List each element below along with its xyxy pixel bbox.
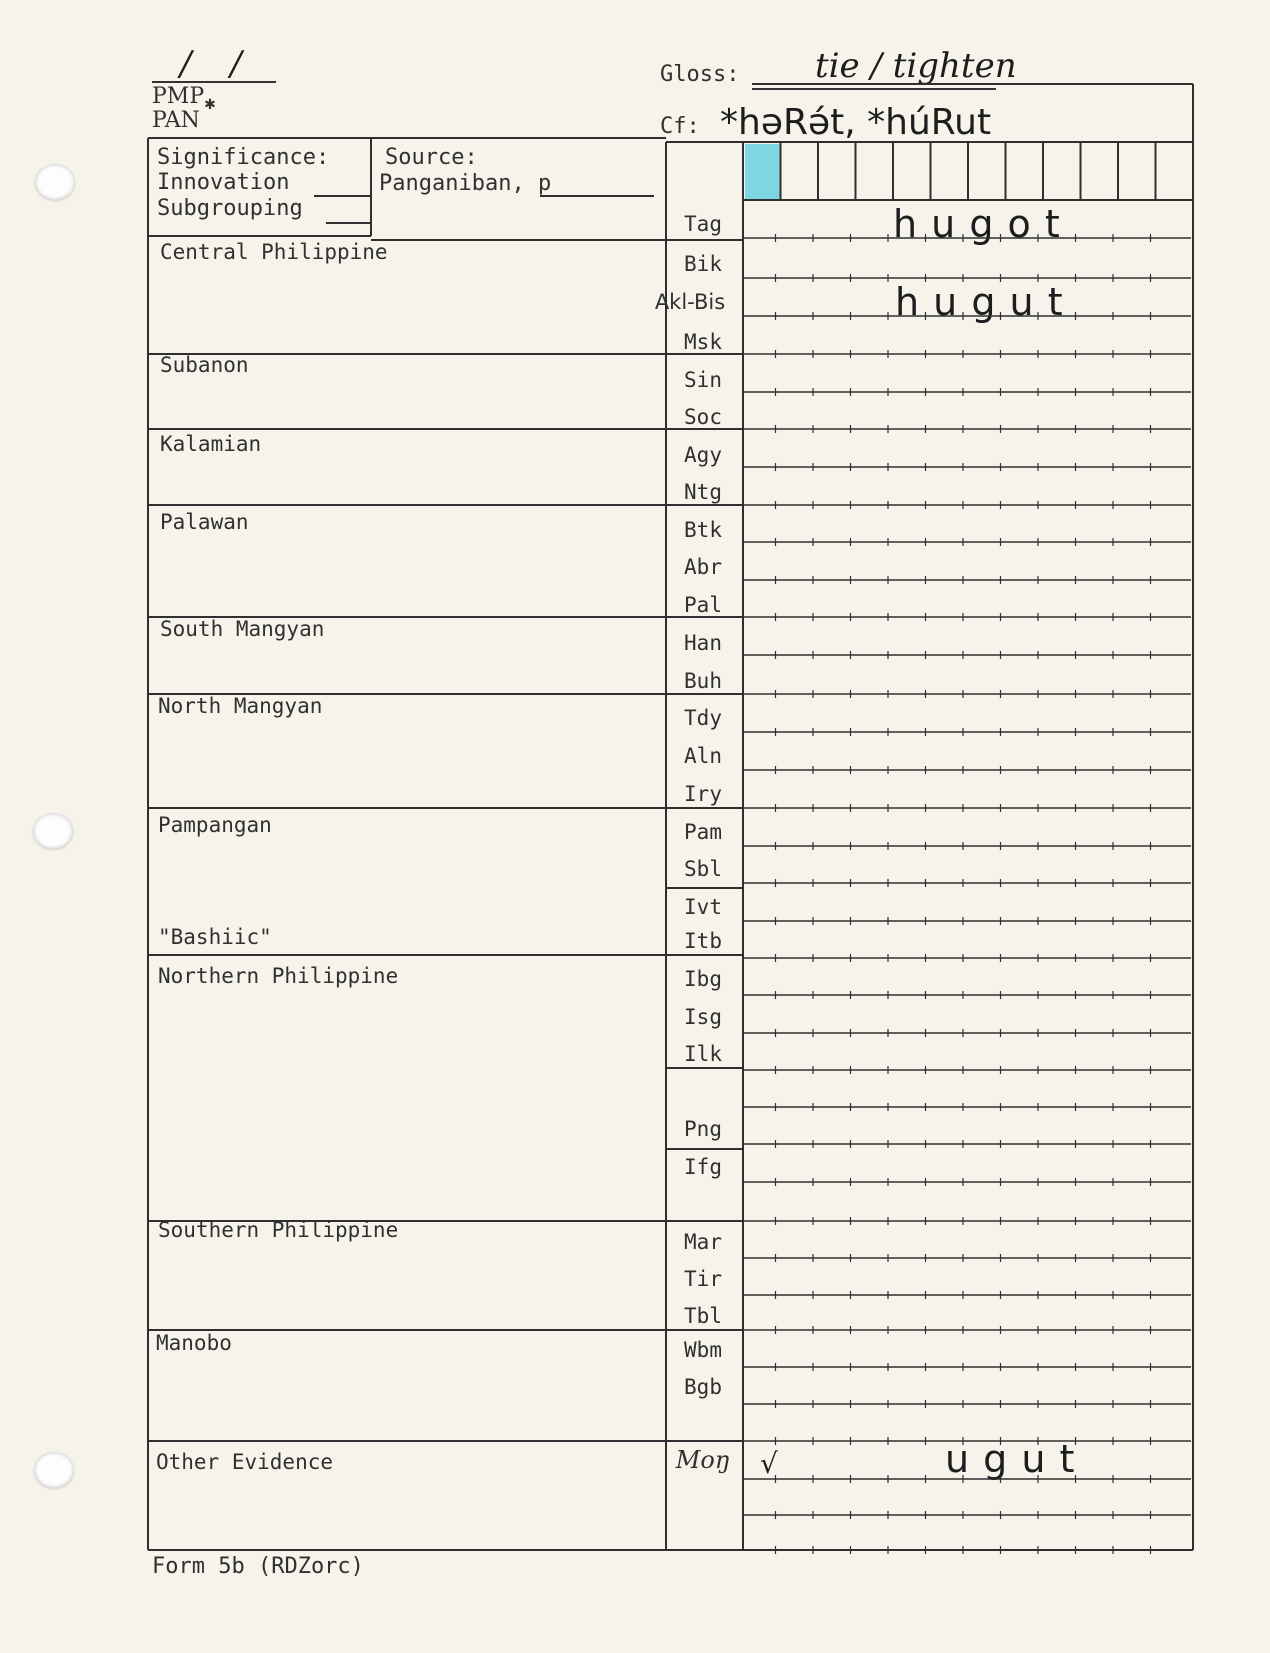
lang-itb: Itb [684,929,722,953]
lang-han: Han [684,631,722,655]
highlight-cell [745,144,781,199]
pan-label: PAN [152,108,200,133]
lang-btk: Btk [684,518,722,542]
lang-soc: Soc [684,405,722,429]
lang-tir: Tir [684,1267,722,1291]
lang-mon: Moŋ [675,1446,731,1474]
entry-tag: h u g o t [893,202,1061,246]
lang-sbl: Sbl [684,857,722,881]
lang-aln: Aln [684,744,722,768]
significance-label: Significance: [157,145,330,170]
group-palawan: Palawan [160,510,249,534]
group-north-mangyan: North Mangyan [158,694,323,718]
gloss-value: tie / tighten [815,46,1017,86]
lang-bgb: Bgb [684,1375,722,1399]
lang-agy: Agy [684,443,722,467]
group-kalamian: Kalamian [160,432,262,456]
lang-png: Png [684,1117,722,1141]
lang-iry: Iry [684,782,722,806]
subgrouping-label: Subgrouping [157,196,303,221]
lang-pal: Pal [684,593,722,617]
check-marks: / / [180,44,256,84]
group-northern-philippine: Northern Philippine [158,964,399,988]
lang-buh: Buh [684,669,722,693]
lang-akl-bis: Akl-Bis [654,290,726,314]
lang-msk: Msk [684,330,722,354]
lang-abr: Abr [684,555,722,579]
gloss-label: Gloss: [660,62,740,87]
cf-label: Cf: [660,114,700,139]
lang-bik: Bik [684,252,722,276]
source-label: Source: [385,145,478,170]
cf-value: *həRə́t, *húRut [720,102,992,143]
group-other-evidence: Other Evidence [156,1450,334,1474]
innovation-label: Innovation [157,170,290,195]
lang-mar: Mar [684,1230,722,1254]
lang-wbm: Wbm [684,1338,722,1362]
lang-pam: Pam [684,820,722,844]
lang-ilk: Ilk [684,1042,722,1066]
lang-ntg: Ntg [684,480,722,504]
group-bashiic: "Bashiic" [158,925,272,949]
group-central-philippine: Central Philippine [160,240,388,264]
lang-tdy: Tdy [684,706,722,730]
lang-tbl: Tbl [684,1304,722,1328]
lang-ibg: Ibg [684,967,722,991]
group-south-mangyan: South Mangyan [160,617,325,641]
group-pampangan: Pampangan [158,813,272,837]
group-manobo: Manobo [156,1331,232,1355]
group-subanon: Subanon [160,353,249,377]
entry-mon: u g u t [945,1437,1076,1481]
form-footer: Form 5b (RDZorc) [152,1554,364,1579]
pmp-label: $PMP_✱$ [152,84,216,113]
lang-isg: Isg [684,1005,722,1029]
entry-mon-check: √ [760,1447,778,1480]
source-value: Panganiban, p [379,171,552,196]
group-southern-philippine: Southern Philippine [158,1218,399,1242]
lang-tag: Tag [684,212,722,236]
lang-ivt: Ivt [684,895,722,919]
entry-akl-bis: h u g u t [895,280,1064,324]
lang-ifg: Ifg [684,1155,722,1179]
lang-sin: Sin [684,368,722,392]
